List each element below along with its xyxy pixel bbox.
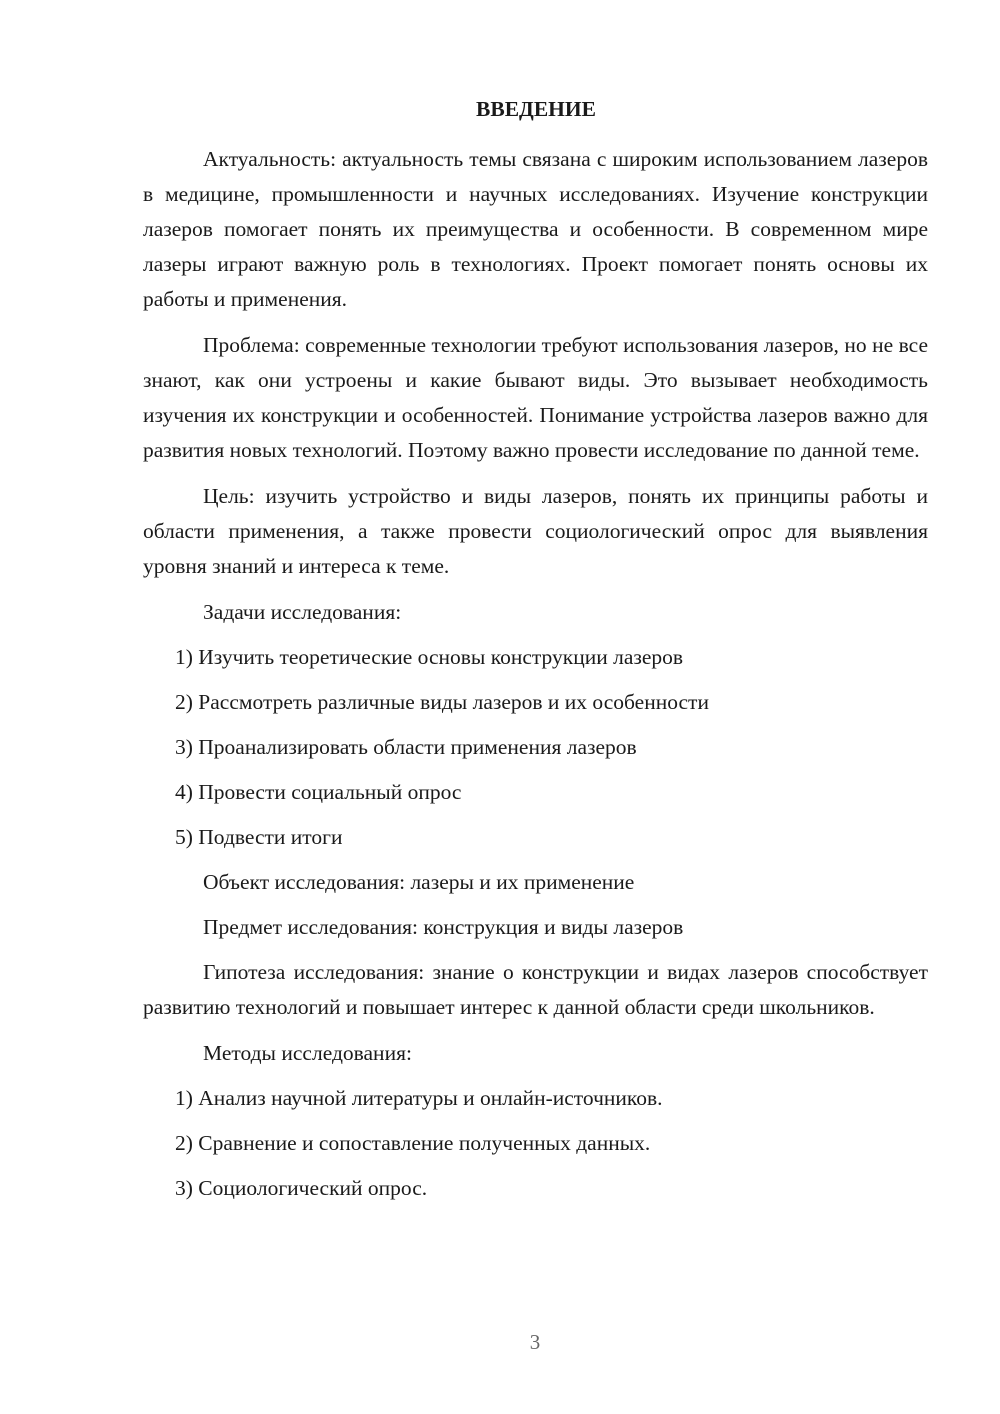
problem-paragraph: Проблема: современные технологии требуют использования лазеров, но не все знают, как они устроены и какие бывают виды. Это вызывает необходимость изучения их конструкции и особенностей. Понимание устройства лазеров важно для развития новых технологий. Поэтому важно провести исследование по данной теме.: [143, 333, 928, 462]
research-object: Объект исследования: лазеры и их применение: [203, 870, 635, 894]
task-item: 5) Подвести итоги: [175, 825, 343, 849]
hypothesis-paragraph: Гипотеза исследования: знание о конструкции и видах лазеров способствует развитию технологий и повышает интерес к данной области среди школьников.: [143, 960, 928, 1019]
task-item: 4) Провести социальный опрос: [175, 780, 462, 804]
research-subject: Предмет исследования: конструкция и виды лазеров: [203, 915, 684, 939]
method-item: 3) Социологический опрос.: [175, 1176, 428, 1200]
page-content: [143, 92, 928, 1216]
page-number: 3: [529, 1330, 541, 1354]
relevance-paragraph: Актуальность: актуальность темы связана с широким использованием лазеров в медицине, промышленности и научных исследованиях. Изучение конструкции лазеров помогает понять их преимущества и особенности. В современном мире лазеры играют важную роль в технологиях. Проект помогает понять основы их работы и применения.: [143, 147, 928, 311]
task-item: 2) Рассмотреть различные виды лазеров и их особенности: [175, 690, 709, 714]
section-title: ВВЕДЕНИЕ: [476, 97, 596, 121]
method-item: 2) Сравнение и сопоставление полученных данных.: [175, 1131, 651, 1155]
task-item: 1) Изучить теоретические основы конструкции лазеров: [175, 645, 684, 669]
method-item: 1) Анализ научной литературы и онлайн-источников.: [175, 1086, 663, 1110]
task-item: 3) Проанализировать области применения лазеров: [175, 735, 637, 759]
goal-paragraph: Цель: изучить устройство и виды лазеров, понять их принципы работы и области применения, а также провести социологический опрос для выявления уровня знаний и интереса к теме.: [143, 484, 928, 578]
methods-heading: Методы исследования:: [203, 1041, 412, 1065]
tasks-heading: Задачи исследования:: [203, 600, 402, 624]
